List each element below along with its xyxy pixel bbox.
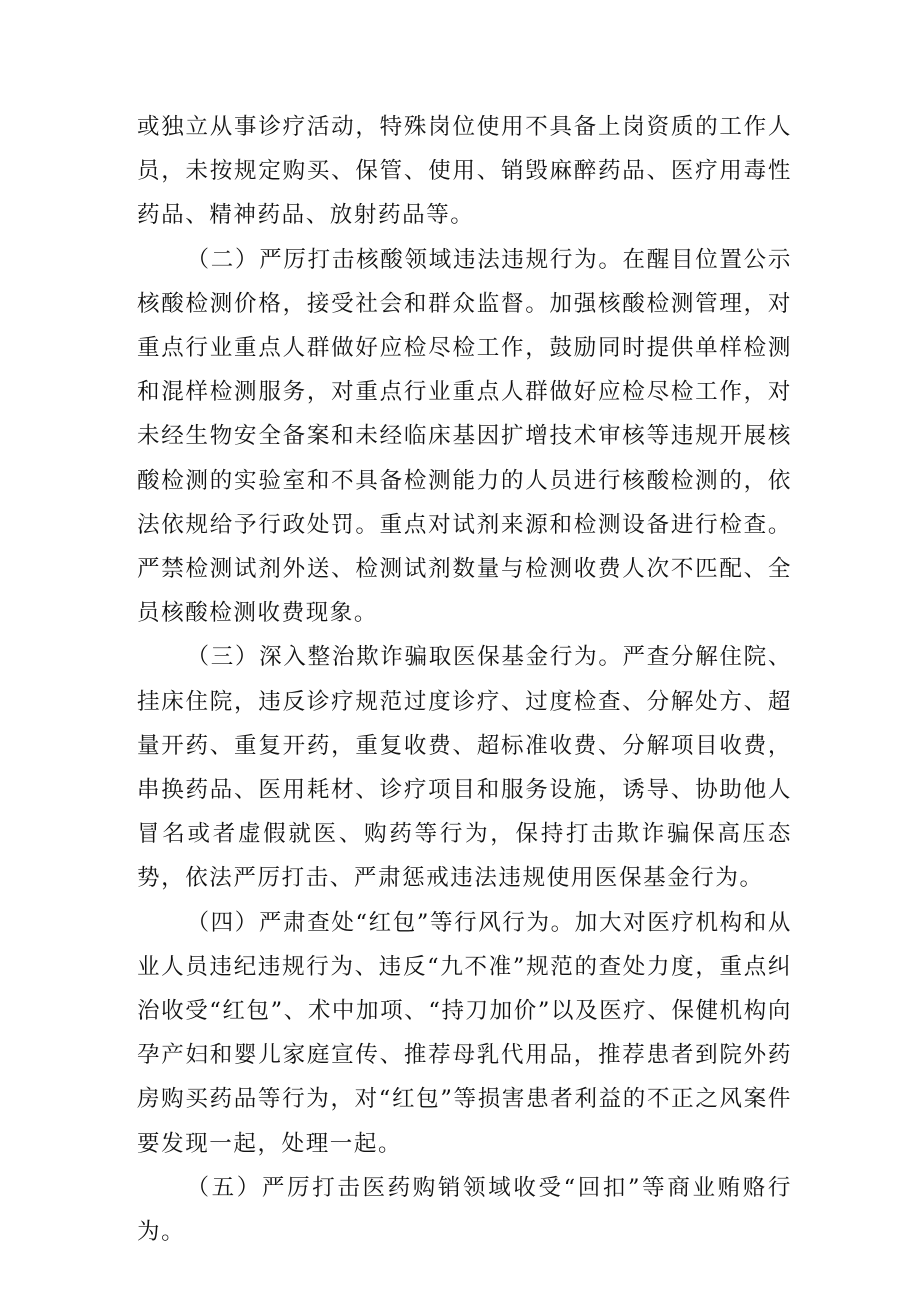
paragraph-section-5-kickback: （五）严厉打击医药购销领域收受“回扣”等商业贿赂行为。	[137, 1174, 792, 1246]
paragraph-section-3-medical-insurance: （三）深入整治欺诈骗取医保基金行为。严查分解住院、挂床住院，违反诊疗规范过度诊疗、过度检查、分解处方、超量开药、重复开药，重复收费、超标准收费、分解项目收费，串换药品、医用耗材、诊疗项目和服务设施，诱导、协助他人冒名或者虚假就医、购药等行为，保持打击欺诈骗保高压态势，依法严厉打击、严肃惩戒违法违规使用医保基金行为。	[137, 644, 792, 892]
paragraph-section-2-nucleic-acid: （二）严厉打击核酸领域违法违规行为。在醒目位置公示核酸检测价格，接受社会和群众监督。加强核酸检测管理，对重点行业重点人群做好应检尽检工作，鼓励同时提供单样检测和混样检测服务，对重点行业重点人群做好应检尽检工作，对未经生物安全备案和未经临床基因扩增技术审核等违规开展核酸检测的实验室和不具备检测能力的人员进行核酸检测的，依法依规给予行政处罚。重点对试剂来源和检测设备进行检查。严禁检测试剂外送、检测试剂数量与检测收费人次不匹配、全员核酸检测收费现象。	[137, 246, 792, 627]
paragraph-section-4-red-envelope: （四）严肃查处“红包”等行风行为。加大对医疗机构和从业人员违纪违规行为、违反“九不准”规范的查处力度，重点纠治收受“红包”、术中加项、“持刀加价”以及医疗、保健机构向孕产妇和婴儿家庭宣传、推荐母乳代用品，推荐患者到院外药房购买药品等行为，对“红包”等损害患者利益的不正之风案件要发现一起，处理一起。	[137, 909, 792, 1157]
paragraph-continuation: 或独立从事诊疗活动，特殊岗位使用不具备上岗资质的工作人员，未按规定购买、保管、使用、销毁麻醉药品、医疗用毒性药品、精神药品、放射药品等。	[137, 114, 792, 229]
